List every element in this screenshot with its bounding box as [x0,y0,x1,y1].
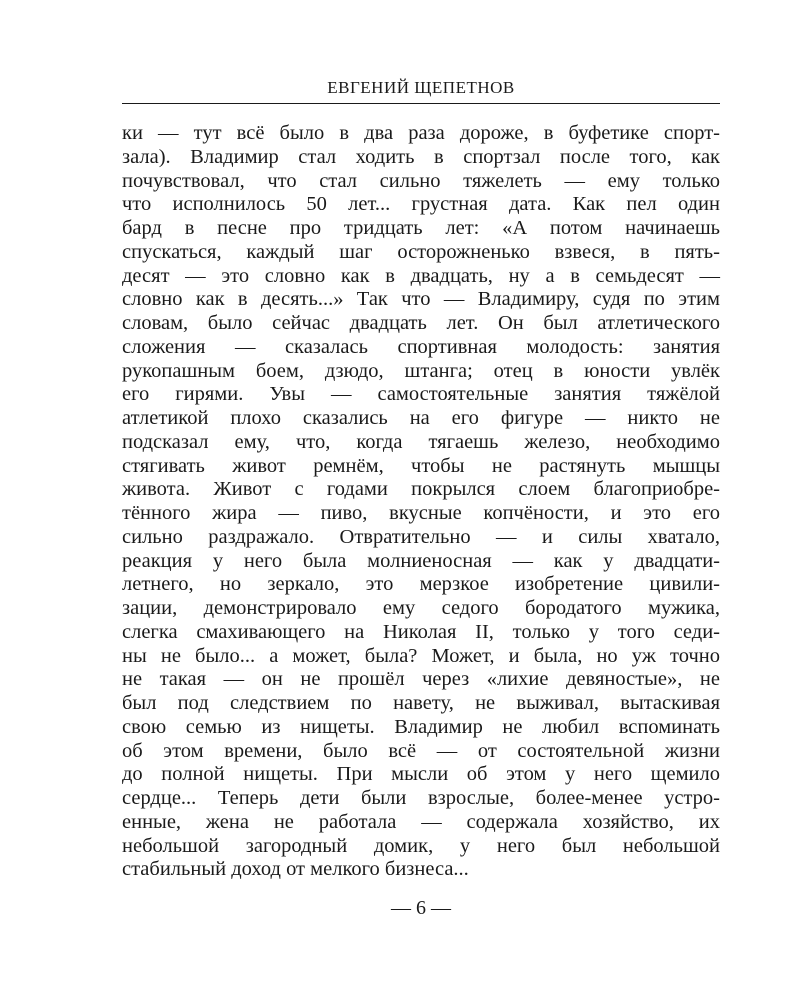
text-line: почувствовал, что стал сильно тяжелеть — ему только [122,169,720,192]
text-line: спускаться, каждый шаг осторожненько взвеся, в пять- [122,240,720,263]
text-line: реакция у него была молниеносная — как у двадцати- [122,549,720,572]
header-rule [122,103,720,104]
text-line: словно как в десять...» Так что — Владимиру, судя по этим [122,288,720,311]
text-line: сердце... Теперь дети были взрослые, более-менее устро- [122,787,720,809]
text-line: ки — тут всё было в два раза дороже, в буфетике спорт- [122,122,720,144]
text-line: не такая — он не прошёл через «лихие девяностые», не [122,668,720,691]
text-line-last: стабильный доход от мелкого бизнеса... [122,858,469,881]
text-line: десят — это словно как в двадцать, ну а в семьдесят — [122,264,720,287]
text-line: был под следствием по навету, не выживал, вытаскивая [122,692,720,714]
text-line: ны не было... а может, была? Может, и была, но уж точно [122,644,720,667]
text-line: енные, жена не работала — содержала хозяйство, их [122,810,720,833]
text-line: словам, было сейчас двадцать лет. Он был атлетического [122,312,720,334]
text-line: об этом времени, было всё — от состоятельной жизни [122,739,720,762]
text-line: рукопашным боем, дзюдо, штанга; отец в юности увлёк [122,359,720,382]
text-line: его гирями. Увы — самостоятельные занятия тяжёлой [122,383,720,406]
text-line: подсказал ему, что, когда тягаешь железо, необходимо [122,430,720,453]
text-line: живота. Живот с годами покрылся слоем благоприобре- [122,478,720,501]
text-line: небольшой загородный домик, у него был небольшой [122,834,720,857]
text-line: что исполнилось 50 лет... грустная дата. Как пел один [122,193,720,216]
text-line: до полной нищеты. При мысли об этом у него щемило [122,763,720,786]
running-head-author: ЕВГЕНИЙ ЩЕПЕТНОВ [327,78,515,97]
text-line: атлетикой плохо сказались на его фигуре — никто не [122,407,720,429]
text-line: сложения — сказалась спортивная молодость: занятия [122,335,720,358]
text-line: летнего, но зеркало, это мерзкое изобретение цивили- [122,573,720,596]
text-line: сильно раздражало. Отвратительно — и силы хватало, [122,525,720,548]
text-line: свою семью из нищеты. Владимир не любил вспоминать [122,715,720,738]
page-number: — 6 — [391,897,451,919]
body-text [122,122,720,882]
text-line: зации, демонстрировало ему седого бородатого мужика, [122,597,720,619]
text-line: стягивать живот ремнём, чтобы не растянуть мышцы [122,454,720,477]
text-line: бард в песне про тридцать лет: «А потом начинаешь [122,217,720,239]
text-line: зала). Владимир стал ходить в спортзал после того, как [122,145,720,168]
text-line: тённого жира — пиво, вкусные копчёности, и это его [122,502,720,524]
text-line: слегка смахивающего на Николая II, только у того седи- [122,620,720,643]
